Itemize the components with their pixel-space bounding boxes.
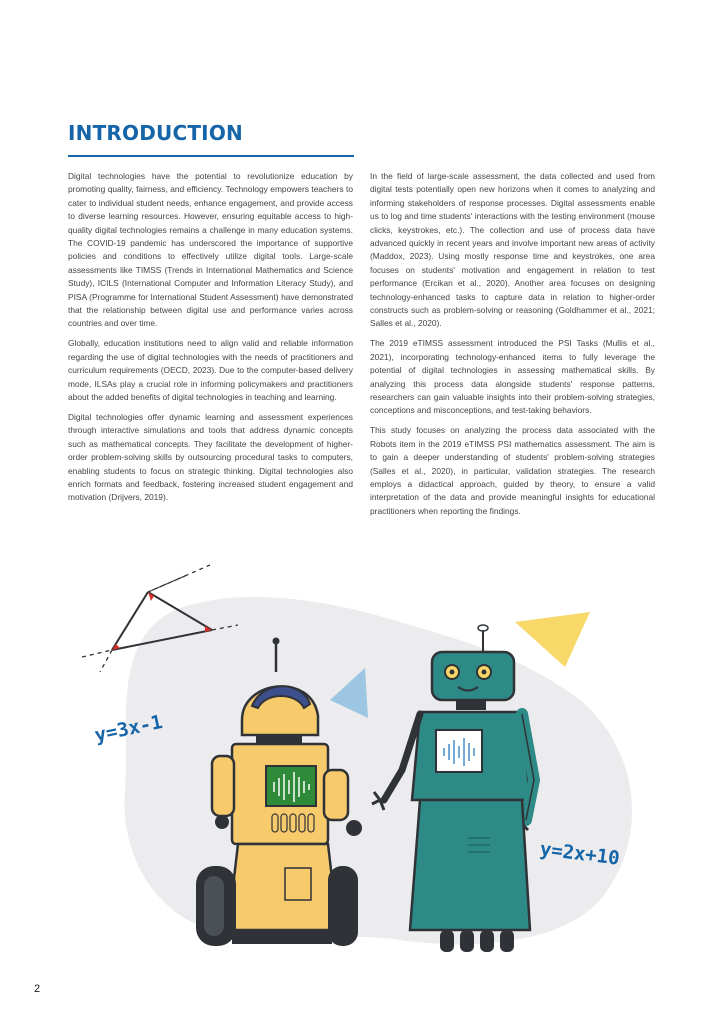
equation-label: y=2x+10 — [538, 838, 621, 870]
paragraph: This study focuses on analyzing the process data associated with the Robots item in the 2019 eTIMSS PSI mathematics assessment. The aim is to gain a deeper understanding of students' problem-solving strategies (Salles et al., 2020), in particular, validation strategies. The research employs a didactical approach, guided by theory, to ensure a valid interpretation of the data and provide meaningful insights for educational practitioners when reporting the findings. — [370, 425, 655, 516]
section-heading: INTRODUCTION — [68, 121, 243, 145]
paragraph: Digital technologies have the potential to revolutionize education by promoting quality, fairness, and efficiency. Technology empowers teachers to cater to individual student needs, enhance engagement, and provide access to diverse learning resources. However, ensuring equitable access to high-quality digital technologies remains a challenge in many education systems. The COVID-19 pandemic has underscored the importance of supportive policies and conditions to effectively utilize digital tools. Large-scale assessments like TIMSS (Trends in International Mathematics and Science Study), ICILS (International Computer and Information Literacy Study), and PISA (Programme for International Student Assessment) have demonstrated that the relationship between digital use and performance varies across countries and over time. — [68, 171, 353, 329]
paragraph: The 2019 eTIMSS assessment introduced the PSI Tasks (Mullis et al., 2021), incorporating technology-enhanced items to fully leverage the potential of digital technologies in assessing mathematical skills. By analyzing this process data alongside students' response patterns, researchers can gain valuable insights into their problem-solving strategies, conceptions and misconceptions, and test-taking behaviors. — [370, 338, 655, 416]
paragraph: Globally, education institutions need to align valid and reliable information regarding the use of digital technologies with the needs of practitioners and curriculum requirements (OECD, 2023). Due to the computer-based delivery mode, ILSAs play a crucial role in informing policymakers and practitioners about the added benefits of digital technologies in teaching and learning. — [68, 338, 353, 402]
paragraph: Digital technologies offer dynamic learning and assessment experiences through interactive simulations and tools that address dynamic concepts such as mathematical concepts. They facilitate the development of higher-order problem-solving skills by outsourcing procedural tasks to computers, enabling students to focus on strategic thinking. Digital technologies also enrich formats and feedback, fostering increased student engagement and motivation (Drijvers, 2019). — [68, 411, 353, 503]
heading-underline — [68, 155, 354, 157]
robots-illustration — [0, 560, 724, 960]
yellow-triangle — [515, 612, 590, 667]
paragraph: In the field of large-scale assessment, the data collected and used from digital tests potentially open new horizons when it comes to analyzing and informing stakeholders of response processes. Digital assessments enable us to log and time students' interactions with the testing environment (mouse clicks, keystrokes, etc.). The collection and use of process data have advanced quickly in recent years and involve important new areas of activity (Maddox, 2023). Using mostly response time and keystrokes, one area focuses on students' motivation and engagement in relation to test performance (Ercikan et al., 2020). Another area focuses on designing technology-enhanced tasks to capture data in relation to higher-order constructs such as problem-solving or reasoning (Goldhammer et al., 2021; Salles et al., 2020). — [370, 171, 655, 329]
left-text-column — [68, 170, 353, 511]
right-text-column — [370, 170, 655, 525]
equation-label: y=3x-1 — [92, 710, 165, 747]
page-number: 2 — [34, 983, 41, 995]
